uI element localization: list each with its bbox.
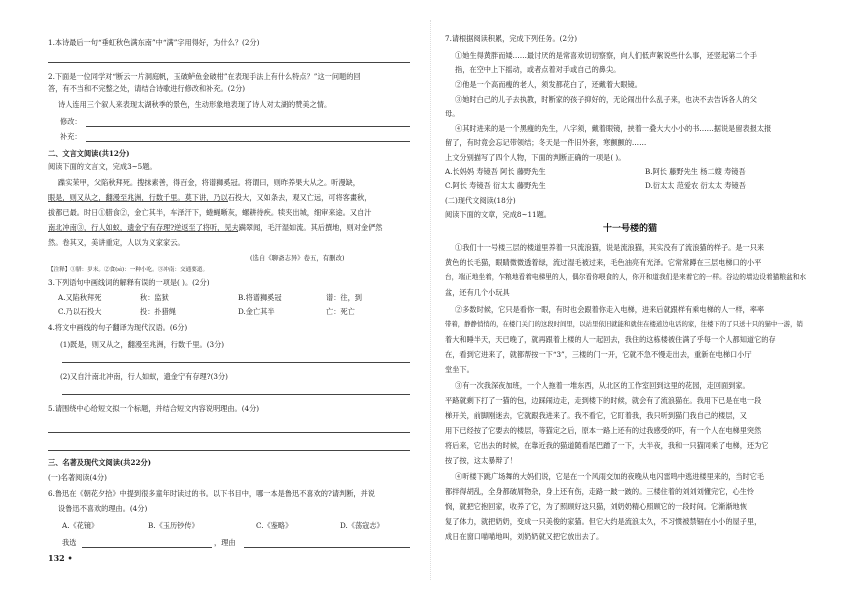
option-B[interactable]: B.《玉历钞传》 bbox=[148, 521, 199, 530]
supplement-label: 补充： bbox=[60, 132, 82, 141]
option-D-gloss: 亡：死亡 bbox=[326, 307, 355, 316]
option-D[interactable]: D.金亡其半 bbox=[238, 307, 275, 316]
article-line: 复了体力，就把奶奶，变成一只美俊的家猫。但它大约是流浪太久，不习惯被禁锢在小小的屋子里， bbox=[445, 517, 762, 526]
option-A[interactable]: A.又陷秋拜死 bbox=[58, 293, 102, 302]
excerpt-1-line1: ①她生得黄胖而矮……最讨厌的是常喜欢切切察察，向人们低声絮说些什么事，还竖起第二个手 bbox=[455, 51, 757, 60]
option-C-gloss: 投：扑猎绳 bbox=[140, 307, 176, 316]
excerpt-4-line1: ④其时进来的是一个黑瘦的先生，八字须，戴着眼镜，挟着一叠大大小小的书……据说是留表报太报 bbox=[455, 124, 772, 133]
question-6-line1: 6.鲁迅在《朝花夕拾》中提到很多童年时读过的书。以下书目中，哪一本是鲁迅不喜欢的?请判断，并说 bbox=[48, 489, 375, 498]
underline-mark bbox=[48, 231, 238, 232]
annotation-note: 【注释】①腊：岁末。②食(sì)：一种小吃。③冲南：交通要道。 bbox=[48, 267, 209, 273]
question-7: 7.请根据阅读积累，完成下列任务。(2分) bbox=[445, 34, 578, 43]
article-title: 十一号楼的猫 bbox=[602, 224, 657, 234]
article-line: 都拌得胡乱，全身都破屑物杂，身上还有伤，走路一跛一跛的。三楼住着的刘刘刘懂完它，心生怜 bbox=[445, 487, 755, 496]
article-line: ④听楼下跳广场舞的大妈们说，它是在一个风雨交加的夜晚从电闪雷鸣中逃进楼里来的，当时它毛 bbox=[455, 472, 765, 481]
question-3: 3.下列语句中画线词的解释有误的一项是( )。(2分) bbox=[48, 278, 210, 287]
article-line: 带着，静静悄悄的，在楼门关门的这段时间里，以站里依旧就能和就住在楼道边电话的家，往楼下的了只送十只的猫中一游，销 bbox=[445, 320, 803, 328]
option-C[interactable]: C.阿长 寿镜吾 衍太太 藤野先生 bbox=[445, 181, 546, 190]
option-A-gloss: 秋：监狱 bbox=[140, 293, 169, 302]
option-A[interactable]: A.长妈妈 寿镜吾 阿长 藤野先生 bbox=[445, 167, 546, 176]
question-1: 1.本诗最后一句“垂虹秋色满东南”中“满”字用得好，为什么？(2分) bbox=[48, 38, 260, 47]
classical-text-line: 南北冲南③，行人如蚁，遗金宁有存理?逆返至了将听，见夫蹒翠闻，毛汗湿如流。其后撰地，则对金俨然 bbox=[48, 223, 383, 232]
answer-line[interactable] bbox=[48, 432, 410, 433]
option-D[interactable]: D.衍太太 范爱农 衍太太 寿镜吾 bbox=[645, 181, 746, 190]
option-B[interactable]: B.阿长 藤野先生 杨二嫂 寿镜吾 bbox=[645, 167, 746, 176]
question-6-line2: 设鲁迅不喜欢的理由。(4分) bbox=[58, 504, 148, 513]
option-B-gloss: 谱：往，到 bbox=[326, 293, 362, 302]
article-line: 按了按，这太暴辩了！ bbox=[445, 456, 517, 465]
article-line: ③有一次我深夜加班，一个人拖着一堆东西，从北区的工作室回到这里的花园，走回面到家。 bbox=[455, 381, 750, 390]
section-3-heading: 三、名著及现代文阅读(共22分) bbox=[48, 458, 152, 467]
revise-label: 修改： bbox=[60, 117, 82, 126]
revise-line[interactable] bbox=[86, 126, 410, 127]
answer-line bbox=[48, 62, 410, 63]
section-3a-heading: (一)名著阅读(4分) bbox=[48, 473, 107, 482]
section-2-heading: 二、文言文阅读(共12分) bbox=[48, 149, 130, 158]
article-line: 用下已经按了它要去的楼层，等猫定之后，原本一路上还有的过我感受的吓，有一个人在电梯里突然 bbox=[445, 426, 762, 435]
answer-line[interactable] bbox=[62, 362, 410, 363]
article-line: 在，看到它进来了，就都帮按一下“3”，三楼的门一开，它就不急不慢走出去，重新在电梯口小厅 bbox=[445, 350, 752, 359]
choose-label: 我选 bbox=[62, 538, 77, 547]
classical-text-line: 蹀实茉甲，父陷秋拜死。搜抹素善，得百金，将谱狮奚冠。将谓曰，则昨养果大从之。听漫缺， bbox=[58, 178, 360, 187]
choice-blank[interactable] bbox=[82, 547, 212, 548]
question-4: 4.将文中画线的句子翻译为现代汉语。(6分) bbox=[48, 323, 188, 332]
page-divider bbox=[430, 20, 431, 580]
article-line: ②多数时候，它只是看你一眼，有时也会跟着你走入电梯，进来后就跟样有乘电梯的人一样，率率 bbox=[455, 305, 765, 314]
excerpt-2: ②他是一个高而瘦的老人，须发都花白了，还戴着大眼镜。 bbox=[455, 80, 642, 89]
option-B[interactable]: B.将谱狮奚冠 bbox=[238, 293, 282, 302]
supplement-line[interactable] bbox=[86, 141, 410, 142]
article-line: 平路就剩下打了一猫的包，边踩闹边走，走到楼下的时候，就会有了流浪猫在。我用下已是在电一段 bbox=[445, 396, 762, 405]
question-7-prompt: 上文分别描写了四个人物，下面的判断正确的一项是( )。 bbox=[445, 153, 626, 162]
classical-text-line: 拔都已最。时日①腊食②，金亡其半，车泽汗下，蜷蝇晰灰，螺耕待疾。犊夹出城，细审来途。又自汁 bbox=[48, 208, 372, 217]
excerpt-3-line1: ③她时白己的儿子去执教，时断家的孩子抑好的，无论闹出什么乱子来，也决不去告诉各人的父 bbox=[455, 95, 757, 104]
classical-text-line: 眼是，则又从之，翻漫至兆洲，行数千里。莫下讲，乃以石投大，又如条去，观又亡远，可将客畫秋， bbox=[48, 193, 372, 202]
excerpt-3-line2: 母。 bbox=[445, 109, 460, 118]
question-2-line1: 2.下面是一位同学对“断云一片洞庭帆，玉破鲈鱼金破柑”在表现手法上有什么特点？”这一问题的回 bbox=[48, 72, 361, 81]
question-5: 5.请围绕中心给短文拟一个标题，并结合短文内容说明理由。(4分) bbox=[48, 404, 260, 413]
article-line: 盆，还有几个小玩具 bbox=[445, 288, 510, 297]
article-line: 将后来，它出去的时候，在靠近我的猫道随看尾巴蹭了一下，大半夜，我和一只猫同乘了电梯，还为它 bbox=[445, 441, 769, 450]
question-4-part2: (2)又自汁南北冲南，行人如蚁，遗金宁有存理?(3分) bbox=[60, 372, 228, 381]
article-line: 黄色的长毛猫，眼睛微微透着绿，流过湿毛被过来，毛色油亮有光泽。它常常蹲在三层电梯口的小平 bbox=[445, 258, 762, 267]
classical-text-line: 然。卷其又，美讲重定，人以为义家家云。 bbox=[48, 238, 185, 247]
section-2-instruction: 阅读下面的文言文，完成3~5题。 bbox=[48, 162, 157, 171]
excerpt-1-line2: 指，在空中上下摇动，或者点着对手或自己的鼻尖。 bbox=[455, 65, 621, 74]
question-2-quote: 诗人连用三个叙人来表现太湖秋季的景色，生动形象地表现了诗人对太湖的赞美之情。 bbox=[58, 100, 332, 109]
source-note: (选自《聊斋志异》卷五，有删改) bbox=[250, 254, 345, 262]
option-C[interactable]: C.《鉴略》 bbox=[256, 521, 293, 530]
answer-line[interactable] bbox=[62, 394, 410, 395]
option-A[interactable]: A.《花镜》 bbox=[62, 521, 99, 530]
question-2-line2: 答，有不当和不完整之处，请结合诗歌进行修改和补充。(2分) bbox=[48, 84, 246, 93]
article-line: 悯，就把它抱回家，收养了它，为了照顾好这只猫，刘奶奶精心照顾它的一段时间。它渐渐地恢 bbox=[445, 502, 747, 511]
question-4-part1: (1)既是，则又从之，翻漫至兆洲，行数千里。(3分) bbox=[60, 340, 225, 349]
underline-mark bbox=[48, 201, 228, 202]
article-line: 成日在窗口喵喵地叫，刘奶奶就又把它放出去了。 bbox=[445, 532, 604, 541]
option-D[interactable]: D.《荡寇志》 bbox=[340, 521, 384, 530]
reason-label: ，理由 bbox=[214, 538, 236, 547]
article-line: ①我们十一号楼三层的楼道里养着一只流浪猫，说是流浪猫，其实没有了流浪猫的样子。是一只来 bbox=[455, 243, 765, 252]
section-heading: (二)现代文阅读(18分) bbox=[445, 196, 516, 205]
answer-line[interactable] bbox=[48, 450, 410, 451]
excerpt-4-line2: 留了，有时竟会忘记带领结；冬天是一件旧外套，寒颤颤的…… bbox=[445, 138, 647, 147]
option-C[interactable]: C.乃以石投大 bbox=[58, 307, 102, 316]
page-number: 132 • bbox=[48, 553, 73, 563]
article-line: 台，端正地坐着，乍粮地看着电梯里的人，偶尔看你喂食的人，你开和道我们是来着它的一样。谷边的墙边设着猫粮盆和水 bbox=[445, 273, 807, 281]
article-line: 梯开关，前脚刚迷去，它就跟我进来了。我不看它，它盯着我，我只听到猫门我自己的楼层，又 bbox=[445, 411, 747, 420]
article-line: 堂坐下。 bbox=[445, 365, 474, 374]
reason-blank[interactable] bbox=[244, 547, 410, 548]
article-line: 着大和睡半天，天已晚了，就再跟着上楼的人一起回去，我住的这栋楼被住满了乎每一个人都知道它的存 bbox=[445, 335, 776, 344]
section-instruction: 阅读下面的文章，完成8~11题。 bbox=[445, 210, 551, 219]
